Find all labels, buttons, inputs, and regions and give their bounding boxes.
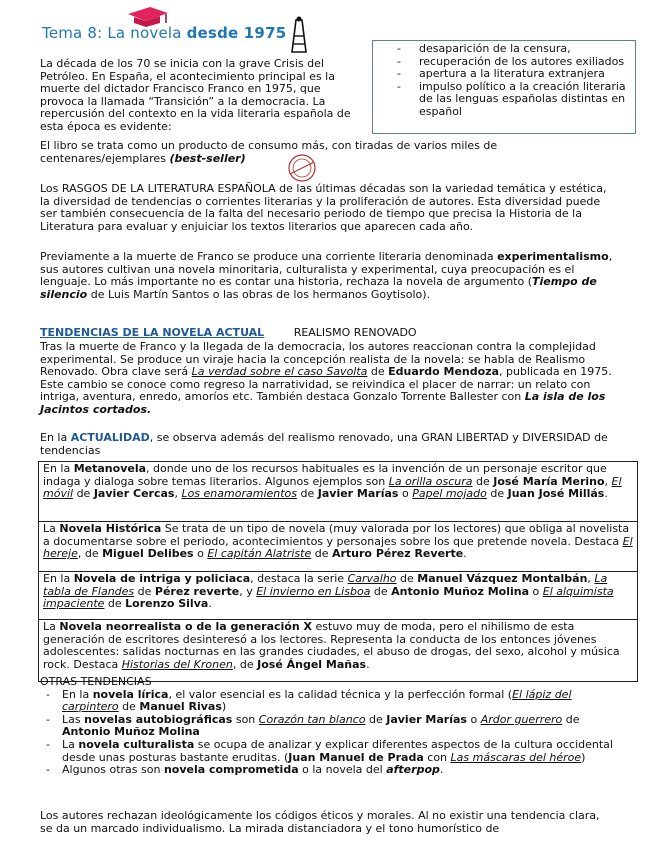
tendencias-table — [38, 461, 638, 682]
intro-paragraph: La década de los 70 se inicia con la grave Crisis del Petróleo. En España, el acontecimiento principal es la muerte del dictador Francisco Franco en 1975, que provoca la llamada “Transición” a la democracia. La repercusión del contexto en la vida literaria española de esta época es evidente: — [40, 57, 351, 133]
oil-derrick-icon — [290, 16, 308, 54]
list-item: - recuperación de los autores exiliados — [419, 56, 635, 69]
rasgos-paragraph: Los RASGOS DE LA LITERATURA ESPAÑOLA de las últimas décadas son la variedad temática y estética, la diversidad de tendencias o corrientes literarias y la proliferación de autores. Esta diversidad puede ser también consecuencia de la falta del necesario periodo de tiempo que precisa la Historia de la Literatura para evaluar y enjuiciar los textos literarios que aparecen cada año. — [40, 182, 607, 233]
table-row-historica: La Novela Histórica Se trata de un tipo de novela (muy valorada por los lectores) que obliga al novelista a documentarse sobre el periodo, acontecimientos y personajes sobre los que pretende novela. Destaca El hereje, de Miguel Delibes o El capitán Alatriste de Arturo Pérez Reverte. — [39, 522, 637, 572]
actualidad-paragraph: En la ACTUALIDAD, se observa además del realismo renovado, una GRAN LIBERTAD y DIVERSIDAD de tendencias — [40, 431, 608, 457]
intro-bestseller-line: El libro se trata como un producto de consumo más, con tiradas de varios miles de centenares/ejemplares (best-seller) — [40, 139, 498, 165]
list-item: - impulso político a la creación literaria de las lenguas españolas distintas en español — [419, 81, 635, 119]
experimentalismo-paragraph: Previamente a la muerte de Franco se produce una corriente literaria denominada experimentalismo, sus autores cultivan una novela minoritaria, culturalista y experimental, cuya preocupación es el lenguaje. Lo más importante no es contar una historia, rechaza la novela de argumento (Tiempo de silencio de Luis Martín Santos o las obras de los hermanos Goytisolo). — [40, 250, 613, 301]
list-item: - apertura a la literatura extranjera — [419, 68, 635, 81]
list-item: - Algunos otras son novela comprometida o la novela del afterpop. — [62, 764, 615, 777]
otras-tendencias — [40, 676, 615, 777]
list-item: - En la novela lírica, el valor esencial es la calidad técnica y la perfección formal (El lápiz del carpintero de Manuel Rivas) — [62, 689, 615, 714]
realismo-paragraph: Tras la muerte de Franco y la llegada de la democracia, los autores reaccionan contra la complejidad experimental. Se produce un viraje hacia la concepción realista de la novela: se habla de Realismo Renovado. Obra clave será La verdad sobre el caso Savolta de Eduardo Mendoza, publicada en 1975. Este cambio se conoce como regreso la narratividad, se reivindica el placer de narrar: un relato con intriga, aventura, enredo, amoríos etc. También destaca Gonzalo Torrente Ballester con La isla de los Jacintos cortados. — [40, 340, 612, 416]
context-list-box — [372, 40, 636, 134]
list-item: - desaparición de la censura, — [419, 43, 635, 56]
page-title: Tema 8: La novela desde 1975 — [42, 24, 287, 42]
table-row-intriga: En la Novela de intriga y policiaca, destaca la serie Carvalho de Manuel Vázquez Montalbán, La tabla de Flandes de Pérez reverte, y El invierno en Lisboa de Antonio Muñoz Molina o El alquimista impaciente de Lorenzo Silva. — [39, 572, 637, 620]
otras-heading: OTRAS TENDENCIAS — [40, 675, 152, 688]
table-row-neorrealista: La Novela neorrealista o de la generación X estuvo muy de moda, pero el nihilismo de esta generación de escritores desinteresó a los lectores. Representa la conducta de los entonces jóvenes adolescentes: salidas nocturnas en las grandes ciudades, el abuso de drogas, del sexo, alcohol y música rock. Destaca Historias del Kronen, de José Ángel Mañas. — [43, 620, 620, 671]
list-item: - Las novelas autobiográficas son Corazón tan blanco de Javier Marías o Ardor guerrero de Antonio Muñoz Molina — [62, 714, 615, 739]
tendencias-heading: TENDENCIAS DE LA NOVELA ACTUAL REALISMO RENOVADO — [40, 326, 417, 339]
table-row-metanovela: En la Metanovela, donde uno de los recursos habituales es la invención de un personaje escritor que indaga y dialoga sobre temas literarios. Algunos ejemplos son La orilla oscura de José María Merino, El móvil de Javier Cercas, Los enamoramientos de Javier Marías o Papel mojado de Juan José Millás. — [39, 462, 637, 522]
list-item: - La novela culturalista se ocupa de analizar y explicar diferentes aspectos de la cultura occidental desde unas posturas bastante eruditas. (Juan Manuel de Prada con Las máscaras del héroe) — [62, 739, 615, 764]
final-paragraph: Los autores rechazan ideológicamente los códigos éticos y morales. Al no existir una tendencia clara, se da un marcado individualismo. La mirada distanciadora y el tono humorístico de — [40, 809, 600, 835]
